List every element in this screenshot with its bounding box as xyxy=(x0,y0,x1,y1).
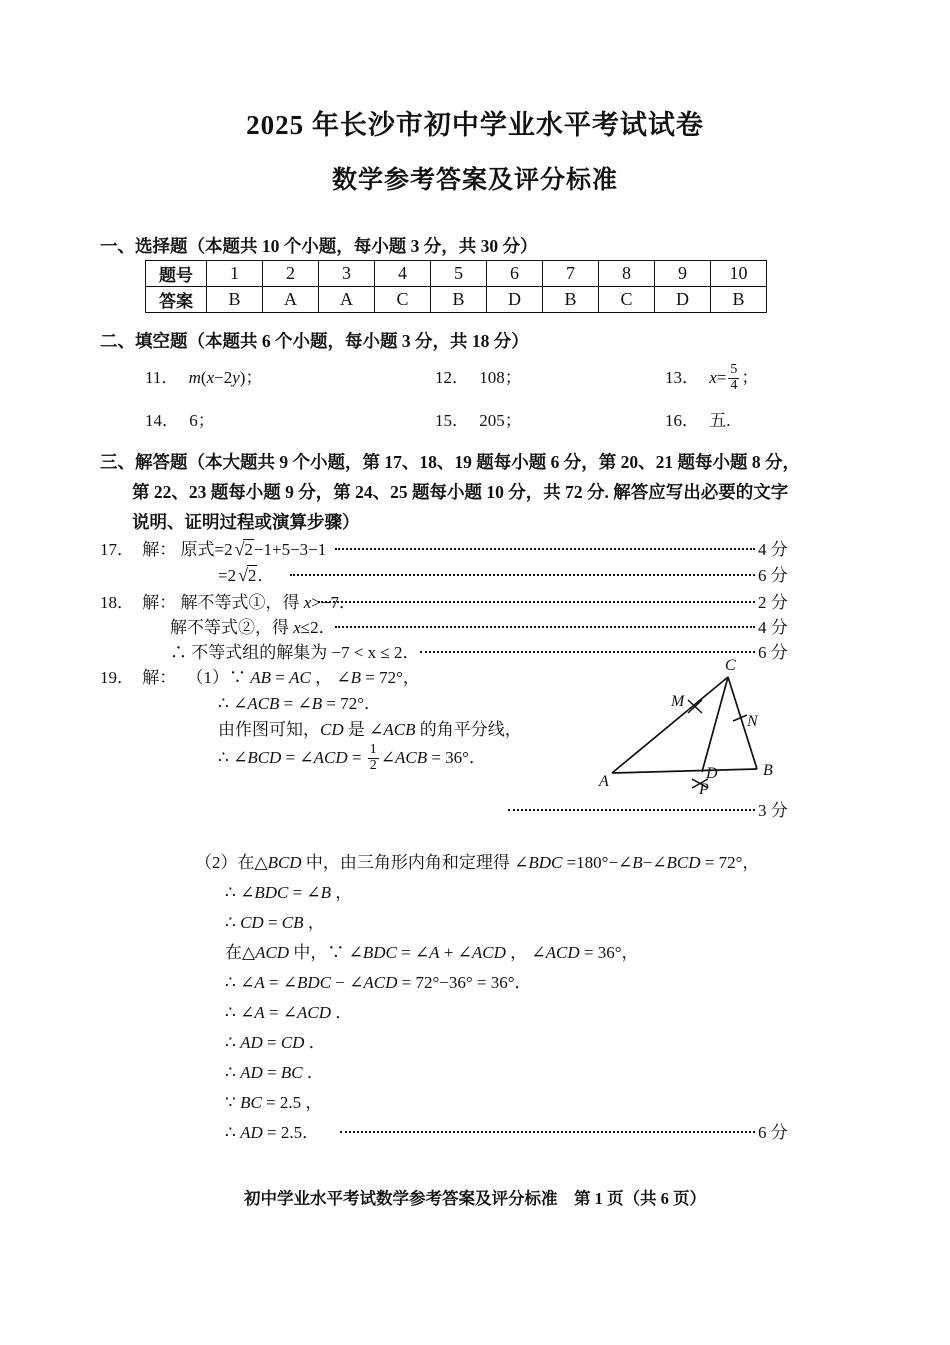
item-11-var-y: y xyxy=(232,368,240,387)
q18-points-line2: 4 分 xyxy=(758,618,788,637)
table-cell-answer: A xyxy=(263,287,319,313)
question-19-part2-line8 xyxy=(225,1060,324,1085)
q19-p2l2-e: ， xyxy=(331,883,353,902)
dotted-leader xyxy=(420,651,755,653)
q19-p1l1-c: = xyxy=(271,668,290,687)
q19-p2l6-c: = ∠ xyxy=(264,1003,298,1022)
q19-p2l5-acd: ACD xyxy=(363,973,398,992)
question-19-part2-line7 xyxy=(225,1030,326,1055)
item-14-value: 6； xyxy=(189,411,215,430)
fill-blank-item-16 xyxy=(665,408,731,433)
q19-p2l5-g: = 72°−36° = 36°． xyxy=(397,973,532,992)
q19-p1l4-h: = 36°． xyxy=(427,748,486,767)
page-footer: 初中学业水平考试数学参考答案及评分标准 第 1 页（共 6 页） xyxy=(244,1189,706,1208)
q18-l2-rel: ≤2． xyxy=(300,618,336,637)
q19-p1l2-e: = 72°． xyxy=(322,694,382,713)
item-14-number: 14． xyxy=(145,411,179,430)
q19-part2-leader xyxy=(340,1120,788,1145)
table-cell-qno: 8 xyxy=(599,261,655,287)
question-19-line4 xyxy=(218,742,486,774)
table-cell-qno: 5 xyxy=(431,261,487,287)
q19-p1l3-cd: CD xyxy=(320,720,344,739)
item-11-coefficient: m xyxy=(188,368,201,387)
q19-p2l4-c: 中，∵ ∠ xyxy=(289,943,363,962)
q19-p2l10-a: ∴ xyxy=(225,1123,241,1142)
q19-p2l2-c: = ∠ xyxy=(288,883,321,902)
q19-p2l1-g: −∠ xyxy=(642,853,667,872)
q17-number: 17． xyxy=(100,540,134,559)
vertex-label-C: C xyxy=(725,657,736,674)
q19-p1l2-a: ∴ ∠ xyxy=(218,694,248,713)
q19-p1l1-ab: AB xyxy=(250,668,272,687)
item-13-number: 13． xyxy=(665,368,699,387)
q17-points-line2: 6 分 xyxy=(758,566,788,585)
question-18-line3 xyxy=(170,640,420,665)
q18-leader-line2 xyxy=(335,615,788,640)
question-19-part2-line2 xyxy=(225,880,352,905)
q19-part1-points: 3 分 xyxy=(758,801,788,820)
q19-p2l6-acd: ACD xyxy=(297,1003,332,1022)
q19-p2l8-ad: AD xyxy=(240,1063,263,1082)
q19-p2l1-bcd: BCD xyxy=(267,853,302,872)
q18-l2-var: x xyxy=(293,618,301,637)
item-11-minus-two: −2 xyxy=(214,368,233,387)
q17-jie-label: 解： xyxy=(142,540,177,559)
q19-p2l1-a: 在△ xyxy=(237,853,268,872)
q19-p2l10-c: = 2.5． xyxy=(262,1123,320,1142)
q17-leader-line2 xyxy=(290,563,788,588)
dotted-leader xyxy=(290,574,755,576)
item-13-var-x: x xyxy=(709,368,717,387)
question-19-part2-line1 xyxy=(195,850,759,875)
q19-p2l3-e: ， xyxy=(303,913,325,932)
row-header-answer: 答案 xyxy=(146,287,207,313)
question-19-line1 xyxy=(100,665,420,690)
q19-p1l1-a: ∵ xyxy=(229,668,251,687)
row-header-question-no: 题号 xyxy=(146,261,207,287)
point-label-N: N xyxy=(747,713,758,730)
table-cell-qno: 6 xyxy=(487,261,543,287)
table-cell-qno: 2 xyxy=(263,261,319,287)
q19-p2l4-a: 在△ xyxy=(225,943,256,962)
table-cell-qno: 1 xyxy=(207,261,263,287)
question-19-part2-line5 xyxy=(225,970,532,995)
fill-blank-item-13 xyxy=(665,362,759,394)
q19-p2l5-bdc: BDC xyxy=(297,973,332,992)
q19-part1-leader xyxy=(508,798,788,823)
question-19-part2-line6 xyxy=(225,1000,352,1025)
q18-l1-rel: >−7． xyxy=(311,593,356,612)
q18-l3-solution: −7 < x ≤ 2． xyxy=(331,643,420,662)
table-cell-answer: B xyxy=(207,287,263,313)
q19-p2l6-e: ． xyxy=(331,1003,353,1022)
q19-p2l5-a: ∴ ∠ xyxy=(225,973,255,992)
q17-leader-line1 xyxy=(335,537,788,562)
q17-expression-prefix: 原式=2 xyxy=(180,540,233,559)
question-17-line1 xyxy=(100,537,326,562)
point-label-D: D xyxy=(706,765,718,782)
q19-p2l6-a2: A xyxy=(254,1003,265,1022)
q19-jie-label: 解： xyxy=(142,668,177,687)
dotted-leader xyxy=(335,548,755,550)
q19-part1-label: （1） xyxy=(186,668,229,687)
table-row-question-numbers xyxy=(146,261,767,287)
q19-p2l9-a: ∵ xyxy=(225,1093,241,1112)
q19-p2l4-k: = 36°， xyxy=(579,943,639,962)
q18-l1-text: 解不等式①，得 xyxy=(180,593,300,612)
q17-points-line1: 4 分 xyxy=(758,540,788,559)
question-19-part2-line3 xyxy=(225,910,325,935)
q17-line2-radicand: 2 xyxy=(247,566,257,585)
section-heading-choice: 一、选择题（本题共 10 个小题，每小题 3 分，共 30 分） xyxy=(100,236,538,256)
q19-p2l7-c: = xyxy=(262,1033,281,1052)
multiple-choice-answer-table xyxy=(145,260,767,313)
q19-p2l1-bdc: BDC xyxy=(528,853,563,872)
q19-p1l1-e: ， ∠ xyxy=(310,668,351,687)
sqrt-icon: √2 xyxy=(234,539,253,559)
table-cell-answer: B xyxy=(431,287,487,313)
q19-p2l10-ad: AD xyxy=(240,1123,263,1142)
q19-p1l2-b: B xyxy=(311,694,323,713)
q19-p2l4-g: + ∠ xyxy=(439,943,472,962)
q19-p2l2-b: B xyxy=(320,883,332,902)
q19-p2l7-ad: AD xyxy=(240,1033,263,1052)
q19-p1l4-acb: ACB xyxy=(394,748,428,767)
item-11-semicolon: ； xyxy=(245,368,263,387)
vertex-label-A: A xyxy=(599,773,609,790)
sqrt-icon: √2 xyxy=(238,565,257,585)
segment-AC xyxy=(612,677,728,773)
fill-blank-item-11 xyxy=(145,365,262,390)
q19-p2l8-c: = xyxy=(262,1063,281,1082)
q19-p1l4-acd: ACD xyxy=(313,748,348,767)
q19-p2l1-b: B xyxy=(632,853,643,872)
item-16-number: 16． xyxy=(665,411,699,430)
q19-p2l7-e: ． xyxy=(304,1033,326,1052)
q19-p2l3-cd: CD xyxy=(240,913,264,932)
q19-p2l2-a: ∴ ∠ xyxy=(225,883,255,902)
triangle-construction-svg xyxy=(575,655,815,800)
item-13-fraction xyxy=(728,363,739,392)
fill-blank-item-12 xyxy=(435,365,522,390)
q19-p2l3-a: ∴ xyxy=(225,913,241,932)
table-cell-answer: B xyxy=(543,287,599,313)
point-label-M: M xyxy=(671,693,685,710)
dotted-leader xyxy=(508,809,755,811)
q19-p1l1-ac: AC xyxy=(289,668,311,687)
question-17-line2 xyxy=(218,563,274,588)
q19-p2l4-acd2: ACD xyxy=(471,943,506,962)
q18-l3-text: ∴ 不等式组的解集为 xyxy=(170,643,328,662)
table-row-answers xyxy=(146,287,767,313)
page-title-line2: 数学参考答案及评分标准 xyxy=(331,167,618,194)
question-19-part2-line4 xyxy=(225,940,639,965)
q19-p2l5-c: = ∠ xyxy=(264,973,298,992)
q18-number: 18． xyxy=(100,593,134,612)
table-cell-qno: 10 xyxy=(711,261,767,287)
q18-l1-var: x xyxy=(303,593,312,612)
item-13-denominator: 4 xyxy=(730,377,738,393)
q19-p1l2-acb: ACB xyxy=(247,694,280,713)
table-cell-answer: A xyxy=(319,287,375,313)
item-13-numerator: 5 xyxy=(730,362,738,378)
q19-p1l4-c: = ∠ xyxy=(281,748,314,767)
question-18-line2 xyxy=(170,615,336,640)
dotted-leader xyxy=(318,601,755,603)
page-title-line1: 2025 年长沙市初中学业水平考试试卷 xyxy=(246,110,704,140)
q18-points-line1: 2 分 xyxy=(758,593,788,612)
q18-points-line3: 6 分 xyxy=(758,643,788,662)
q18-l2-text: 解不等式②，得 xyxy=(170,618,289,637)
q19-p1l1-angleB: B xyxy=(350,668,361,687)
q19-p1l3-a: 由作图可知， xyxy=(218,720,320,739)
point-label-P: P xyxy=(699,781,709,798)
vertex-label-B: B xyxy=(763,762,773,779)
q19-p2l1-i: = 72°， xyxy=(700,853,760,872)
q19-p2l8-e: ． xyxy=(302,1063,324,1082)
table-cell-qno: 9 xyxy=(655,261,711,287)
q17-line2-prefix: =2 xyxy=(218,566,237,585)
item-11-paren-open: ( xyxy=(200,368,207,387)
item-11-number: 11． xyxy=(145,368,179,387)
q18-leader-line1 xyxy=(318,590,788,615)
question-19-line3 xyxy=(218,717,522,742)
geometry-figure-triangle-abc xyxy=(575,655,815,800)
q19-p2l3-cb: CB xyxy=(281,913,304,932)
question-19-part2-line9 xyxy=(225,1090,322,1115)
table-cell-qno: 4 xyxy=(375,261,431,287)
q19-p2l1-c: 中，由三角形内角和定理得 ∠ xyxy=(301,853,529,872)
table-cell-answer: B xyxy=(711,287,767,313)
q19-p1l4-f: ∠ xyxy=(380,748,395,767)
dotted-leader xyxy=(335,626,755,628)
item-15-value: 205； xyxy=(479,411,522,430)
q19-p2l4-acd3: ACD xyxy=(545,943,580,962)
q19-p2l9-bc: BC xyxy=(240,1093,262,1112)
q19-p2l5-a2: A xyxy=(254,973,265,992)
q19-p2l9-c: = 2.5 ， xyxy=(261,1093,323,1112)
q19-p1l1-g: = 72°， xyxy=(361,668,420,687)
q19-p2l6-a: ∴ ∠ xyxy=(225,1003,255,1022)
q19-part2-label: （2） xyxy=(195,853,238,872)
q19-half-fraction xyxy=(368,743,379,772)
q19-p1l4-e: = xyxy=(347,748,366,767)
item-13-equals: = xyxy=(716,368,727,387)
question-19-part2-line10 xyxy=(225,1120,319,1145)
q19-p2l1-e: =180°−∠ xyxy=(562,853,633,872)
q19-p2l4-i: ， ∠ xyxy=(505,943,546,962)
section-heading-fill-blank: 二、填空题（本题共 6 个小题，每小题 3 分，共 18 分） xyxy=(100,331,529,351)
q19-p2l4-a2: A xyxy=(429,943,440,962)
item-11-paren-close: ) xyxy=(239,368,246,387)
q19-number: 19． xyxy=(100,668,134,687)
q19-p2l4-bdc: BDC xyxy=(362,943,397,962)
item-11-var-x: x xyxy=(206,368,215,387)
q19-half-denominator: 2 xyxy=(369,757,377,773)
q19-p2l2-bdc: BDC xyxy=(254,883,289,902)
q19-p2l8-a: ∴ xyxy=(225,1063,241,1082)
table-cell-answer: C xyxy=(599,287,655,313)
item-13-semicolon: ； xyxy=(741,368,759,387)
q19-p2l7-a: ∴ xyxy=(225,1033,241,1052)
q19-p1l3-c: 是 ∠ xyxy=(343,720,384,739)
table-cell-answer: D xyxy=(655,287,711,313)
section-heading-solution-line2: 第 22、23 题每小题 9 分，第 24、25 题每小题 10 分，共 72 分. 解答应写出必要的文字 xyxy=(132,482,789,502)
fill-blank-item-14 xyxy=(145,408,215,433)
table-cell-answer: C xyxy=(375,287,431,313)
table-cell-answer: D xyxy=(487,287,543,313)
dotted-leader xyxy=(340,1131,755,1133)
table-cell-qno: 7 xyxy=(543,261,599,287)
table-cell-qno: 3 xyxy=(319,261,375,287)
fill-blank-item-15 xyxy=(435,408,522,433)
q19-p2l5-e: − ∠ xyxy=(331,973,364,992)
q19-p2l7-cd: CD xyxy=(280,1033,305,1052)
q17-radicand: 2 xyxy=(244,540,253,559)
q19-p1l3-acb: ACB xyxy=(383,720,416,739)
question-19-line2 xyxy=(218,691,381,716)
q18-jie-label: 解： xyxy=(142,593,177,612)
q19-p1l4-bcd: BCD xyxy=(247,748,282,767)
q19-half-numerator: 1 xyxy=(369,742,377,758)
segment-AB xyxy=(612,769,757,773)
q19-p2l8-bc: BC xyxy=(280,1063,303,1082)
item-12-number: 12． xyxy=(435,368,469,387)
item-12-value: 108； xyxy=(479,368,522,387)
q19-p1l2-c: = ∠ xyxy=(279,694,312,713)
q19-p1l3-e: 的角平分线， xyxy=(415,720,522,739)
q19-part2-points: 6 分 xyxy=(758,1123,788,1142)
item-15-number: 15． xyxy=(435,411,469,430)
item-16-value: 五. xyxy=(709,411,731,430)
q19-p2l4-e: = ∠ xyxy=(396,943,430,962)
section-heading-solution-line1: 三、解答题（本大题共 9 个小题，第 17、18、19 题每小题 6 分，第 20、21 题每小题 8 分， xyxy=(100,452,800,472)
q17-expression-suffix: −1+5−3−1 xyxy=(253,540,327,559)
segment-CD xyxy=(702,677,728,772)
q19-p2l1-bcd2: BCD xyxy=(666,853,701,872)
q19-p2l4-acd: ACD xyxy=(255,943,290,962)
q19-p2l3-c: = xyxy=(263,913,282,932)
section-heading-solution-line3: 说明、证明过程或演算步骤） xyxy=(132,512,360,532)
q19-p1l4-a: ∴ ∠ xyxy=(218,748,248,767)
q17-line2-suffix: ． xyxy=(257,566,275,585)
